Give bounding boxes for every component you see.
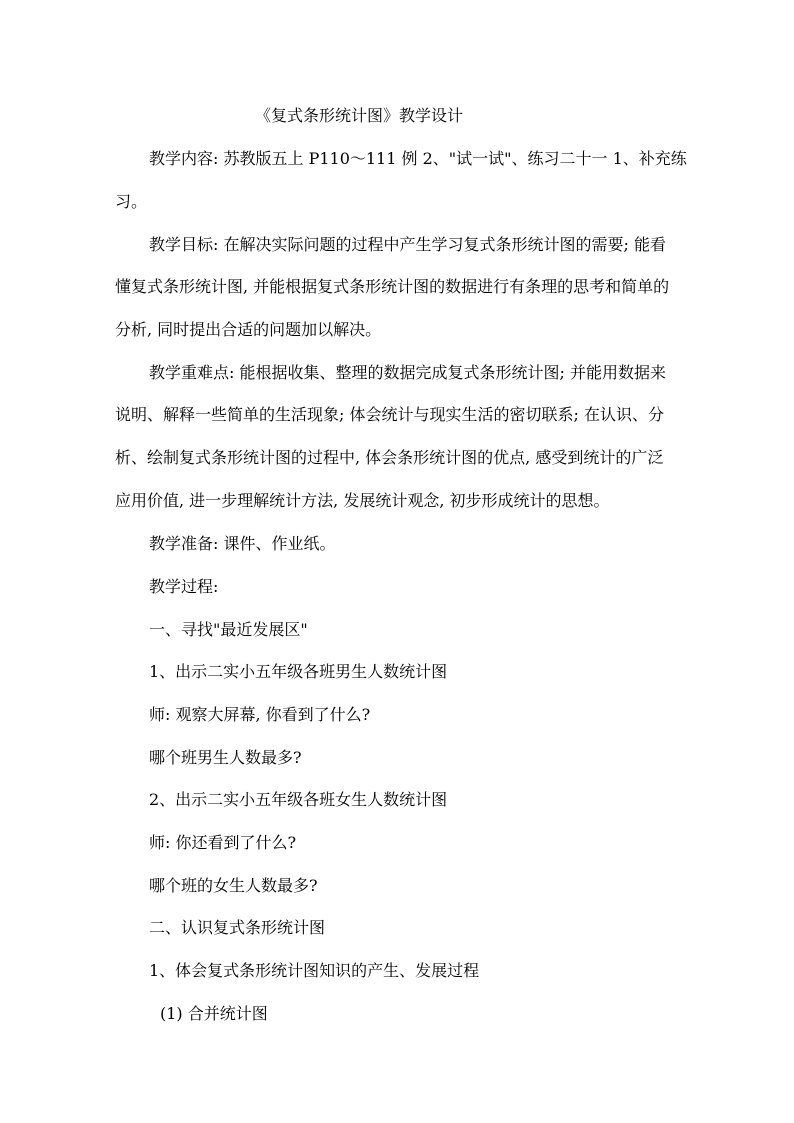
paragraph-teaching-goal: 教学目标: 在解决实际问题的过程中产生学习复式条形统计图的需要; 能看: [149, 235, 666, 254]
paragraph-process-heading: 教学过程:: [149, 577, 219, 596]
paragraph-key-points-cont-1: 说明、解释一些简单的生活现象; 体会统计与现实生活的密切联系; 在认识、分: [115, 405, 664, 424]
document-title: 《复式条形统计图》教学设计: [255, 106, 464, 125]
list-item-1: 1、出示二实小五年级各班男生人数统计图: [149, 662, 448, 681]
section-heading-1: 一、寻找"最近发展区": [149, 620, 308, 639]
section-heading-2: 二、认识复式条形统计图: [149, 918, 326, 937]
paragraph-teaching-goal-cont-1: 懂复式条形统计图, 并能根据复式条形统计图的数据进行有条理的思考和简单的: [115, 277, 670, 296]
teacher-line-1: 师: 观察大屏幕, 你看到了什么?: [149, 705, 371, 724]
question-line-1: 哪个班男生人数最多?: [149, 748, 302, 767]
teacher-line-2: 师: 你还看到了什么?: [149, 833, 297, 852]
list-item-3: 1、体会复式条形统计图知识的产生、发展过程: [149, 961, 480, 980]
paragraph-teaching-goal-cont-2: 分析, 同时提出合适的问题加以解决。: [115, 320, 382, 339]
question-line-2: 哪个班的女生人数最多?: [149, 876, 318, 895]
paragraph-key-points-cont-3: 应用价值, 进一步理解统计方法, 发展统计观念, 初步形成统计的思想。: [115, 491, 610, 510]
paragraph-teaching-content: 教学内容: 苏教版五上 P110～111 例 2、"试一试"、练习二十一 1、补充练: [149, 149, 687, 168]
sub-item-1: (1) 合并统计图: [160, 1004, 268, 1023]
paragraph-teaching-content-cont: 习。: [115, 192, 148, 211]
paragraph-preparation: 教学准备: 课件、作业纸。: [149, 534, 336, 553]
paragraph-key-points: 教学重难点: 能根据收集、整理的数据完成复式条形统计图; 并能用数据来: [149, 363, 666, 382]
list-item-2: 2、出示二实小五年级各班女生人数统计图: [149, 790, 448, 809]
paragraph-key-points-cont-2: 析、绘制复式条形统计图的过程中, 体会条形统计图的优点, 感受到统计的广泛: [115, 448, 664, 467]
